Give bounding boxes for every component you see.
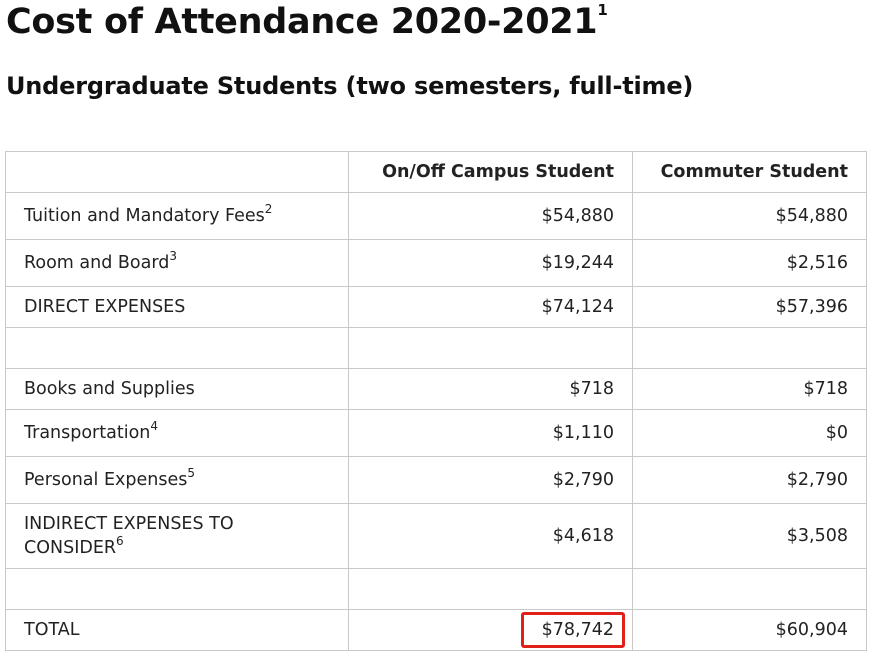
title-footnote: 1 — [597, 1, 608, 19]
footnote-marker: 4 — [150, 419, 159, 433]
commuter-value: $60,904 — [633, 610, 867, 651]
row-label: DIRECT EXPENSES — [6, 287, 349, 328]
footnote-marker: 2 — [264, 202, 273, 216]
commuter-value: $57,396 — [633, 287, 867, 328]
row-label — [6, 328, 349, 369]
commuter-value: $718 — [633, 369, 867, 410]
campus-value: $2,790 — [349, 457, 633, 504]
campus-value: $4,618 — [349, 504, 633, 569]
table-row — [6, 193, 867, 240]
table-header-row — [6, 152, 867, 193]
campus-value — [349, 328, 633, 369]
page-title — [6, 0, 608, 46]
header-campus: On/Off Campus Student — [349, 152, 633, 193]
table-row-empty — [6, 569, 867, 610]
row-label: Tuition and Mandatory Fees$^2$ — [6, 193, 349, 240]
page-title-text: Cost of Attendance 2020-2021 — [6, 2, 598, 42]
campus-value — [349, 610, 633, 651]
campus-value: $1,110 — [349, 410, 633, 457]
commuter-value: $3,508 — [633, 504, 867, 569]
row-label: Books and Supplies — [6, 369, 349, 410]
row-label: TOTAL — [6, 610, 349, 651]
footnote-marker: 3 — [169, 249, 177, 263]
commuter-value — [633, 328, 867, 369]
header-empty — [6, 152, 349, 193]
page-subtitle: Undergraduate Students (two semesters, full-time) — [6, 72, 694, 100]
table-row-total — [6, 610, 867, 651]
table-row — [6, 504, 867, 569]
row-label: Transportation$^4$ — [6, 410, 349, 457]
campus-value: $54,880 — [349, 193, 633, 240]
campus-value: $718 — [349, 369, 633, 410]
row-label: INDIRECT EXPENSES TO CONSIDER$^6$ — [6, 504, 349, 569]
highlighted-total: $78,742 — [521, 612, 625, 648]
cost-table — [5, 151, 867, 651]
row-label — [6, 569, 349, 610]
campus-value: $19,244 — [349, 240, 633, 287]
header-commuter: Commuter Student — [633, 152, 867, 193]
commuter-value: $2,790 — [633, 457, 867, 504]
commuter-value: $54,880 — [633, 193, 867, 240]
commuter-value: $2,516 — [633, 240, 867, 287]
row-label: Personal Expenses$^5$ — [6, 457, 349, 504]
row-label: Room and Board$^3$ — [6, 240, 349, 287]
table-row-empty — [6, 328, 867, 369]
footnote-marker: 5 — [187, 466, 195, 480]
campus-value — [349, 569, 633, 610]
table-row — [6, 240, 867, 287]
campus-value: $74,124 — [349, 287, 633, 328]
commuter-value — [633, 569, 867, 610]
footnote-marker: 6 — [116, 534, 124, 548]
table-row — [6, 369, 867, 410]
table-row — [6, 410, 867, 457]
table-row — [6, 457, 867, 504]
table-row — [6, 287, 867, 328]
commuter-value: $0 — [633, 410, 867, 457]
